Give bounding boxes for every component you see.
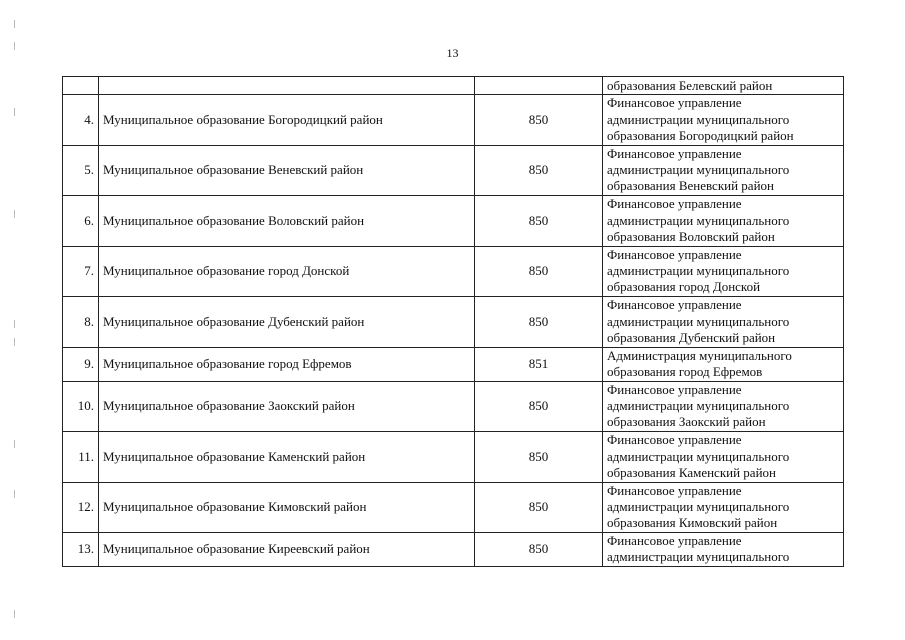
administrator-cell bbox=[603, 297, 844, 348]
administrator-line: образования Веневский район bbox=[607, 178, 774, 194]
administrator-line: администрации муниципального bbox=[607, 212, 790, 228]
code-cell bbox=[475, 77, 603, 95]
municipality-name-cell: Муниципальное образование Богородицкий район bbox=[99, 95, 475, 146]
administrator-cell bbox=[603, 145, 844, 196]
municipality-name-cell: Муниципальное образование Заокский район bbox=[99, 381, 475, 432]
code-cell: 850 bbox=[475, 482, 603, 533]
code-cell: 850 bbox=[475, 196, 603, 247]
administrator-line: образования Белевский район bbox=[607, 77, 773, 93]
administrator-line: администрации муниципального bbox=[607, 263, 790, 279]
code-cell: 851 bbox=[475, 347, 603, 381]
administrator-line: администрации муниципального bbox=[607, 398, 790, 414]
administrator-line: Финансовое управление bbox=[607, 196, 742, 212]
administrator-cell bbox=[603, 533, 844, 567]
administrator-cell bbox=[603, 196, 844, 247]
administrator-line: Финансовое управление bbox=[607, 145, 742, 161]
table-row bbox=[63, 347, 844, 381]
administrator-line: Финансовое управление bbox=[607, 246, 742, 262]
page-number: 13 bbox=[446, 46, 459, 60]
code-cell: 850 bbox=[475, 95, 603, 146]
code-cell: 850 bbox=[475, 145, 603, 196]
administrator-line: администрации муниципального bbox=[607, 499, 790, 515]
administrator-cell bbox=[603, 95, 844, 146]
administrator-line: администрации муниципального bbox=[607, 111, 790, 127]
municipality-name-cell: Муниципальное образование город Ефремов bbox=[99, 347, 475, 381]
administrator-line: образования Заокский район bbox=[607, 414, 766, 430]
administrator-cell bbox=[603, 246, 844, 297]
code-cell: 850 bbox=[475, 432, 603, 483]
row-number-cell: 9. bbox=[63, 347, 99, 381]
administrator-line: администрации муниципального bbox=[607, 448, 790, 464]
administrator-line: администрации муниципального bbox=[607, 549, 790, 565]
table-row bbox=[63, 95, 844, 146]
municipality-name-cell: Муниципальное образование Воловский район bbox=[99, 196, 475, 247]
code-cell: 850 bbox=[475, 533, 603, 567]
municipality-name-cell: Муниципальное образование Дубенский район bbox=[99, 297, 475, 348]
code-cell: 850 bbox=[475, 246, 603, 297]
municipality-name-cell: Муниципальное образование город Донской bbox=[99, 246, 475, 297]
table-row bbox=[63, 145, 844, 196]
administrator-line: образования Воловский район bbox=[607, 228, 775, 244]
administrator-line: Администрация муниципального bbox=[607, 347, 792, 363]
administrator-line: Финансовое управление bbox=[607, 381, 742, 397]
row-number-cell: 11. bbox=[63, 432, 99, 483]
row-number-cell: 8. bbox=[63, 297, 99, 348]
row-number-cell: 6. bbox=[63, 196, 99, 247]
administrator-cell bbox=[603, 432, 844, 483]
municipal-table bbox=[62, 76, 844, 567]
administrator-line: образования Богородицкий район bbox=[607, 127, 794, 143]
table-row bbox=[63, 246, 844, 297]
administrator-line: администрации муниципального bbox=[607, 162, 790, 178]
administrator-line: Финансовое управление bbox=[607, 95, 742, 111]
table-row bbox=[63, 196, 844, 247]
municipality-name-cell: Муниципальное образование Кимовский район bbox=[99, 482, 475, 533]
table-body bbox=[63, 77, 844, 567]
administrator-cell bbox=[603, 482, 844, 533]
scan-edge-marks bbox=[14, 20, 16, 620]
row-number-cell: 7. bbox=[63, 246, 99, 297]
administrator-line: Финансовое управление bbox=[607, 482, 742, 498]
code-cell: 850 bbox=[475, 297, 603, 348]
row-number-cell: 10. bbox=[63, 381, 99, 432]
municipality-name-cell: Муниципальное образование Каменский район bbox=[99, 432, 475, 483]
administrator-line: образования Каменский район bbox=[607, 464, 776, 480]
row-number-cell bbox=[63, 77, 99, 95]
code-cell: 850 bbox=[475, 381, 603, 432]
municipality-name-cell: Муниципальное образование Киреевский район bbox=[99, 533, 475, 567]
row-number-cell: 4. bbox=[63, 95, 99, 146]
administrator-line: образования город Ефремов bbox=[607, 364, 763, 379]
table-row bbox=[63, 482, 844, 533]
municipality-name-cell: Муниципальное образование Веневский район bbox=[99, 145, 475, 196]
municipality-name-cell bbox=[99, 77, 475, 95]
table-row bbox=[63, 297, 844, 348]
administrator-line: Финансовое управление bbox=[607, 432, 742, 448]
row-number-cell: 12. bbox=[63, 482, 99, 533]
table-row bbox=[63, 77, 844, 95]
administrator-line: администрации муниципального bbox=[607, 313, 790, 329]
administrator-line: образования Дубенский район bbox=[607, 329, 776, 345]
row-number-cell: 5. bbox=[63, 145, 99, 196]
administrator-cell bbox=[603, 347, 844, 381]
administrator-line: образования Кимовский район bbox=[607, 515, 778, 531]
administrator-line: Финансовое управление bbox=[607, 297, 742, 313]
administrator-line: Финансовое управление bbox=[607, 533, 742, 548]
table-row bbox=[63, 381, 844, 432]
administrator-cell bbox=[603, 77, 844, 95]
administrator-cell bbox=[603, 381, 844, 432]
table-row bbox=[63, 432, 844, 483]
administrator-line: образования город Донской bbox=[607, 279, 761, 295]
table-row bbox=[63, 533, 844, 567]
row-number-cell: 13. bbox=[63, 533, 99, 567]
